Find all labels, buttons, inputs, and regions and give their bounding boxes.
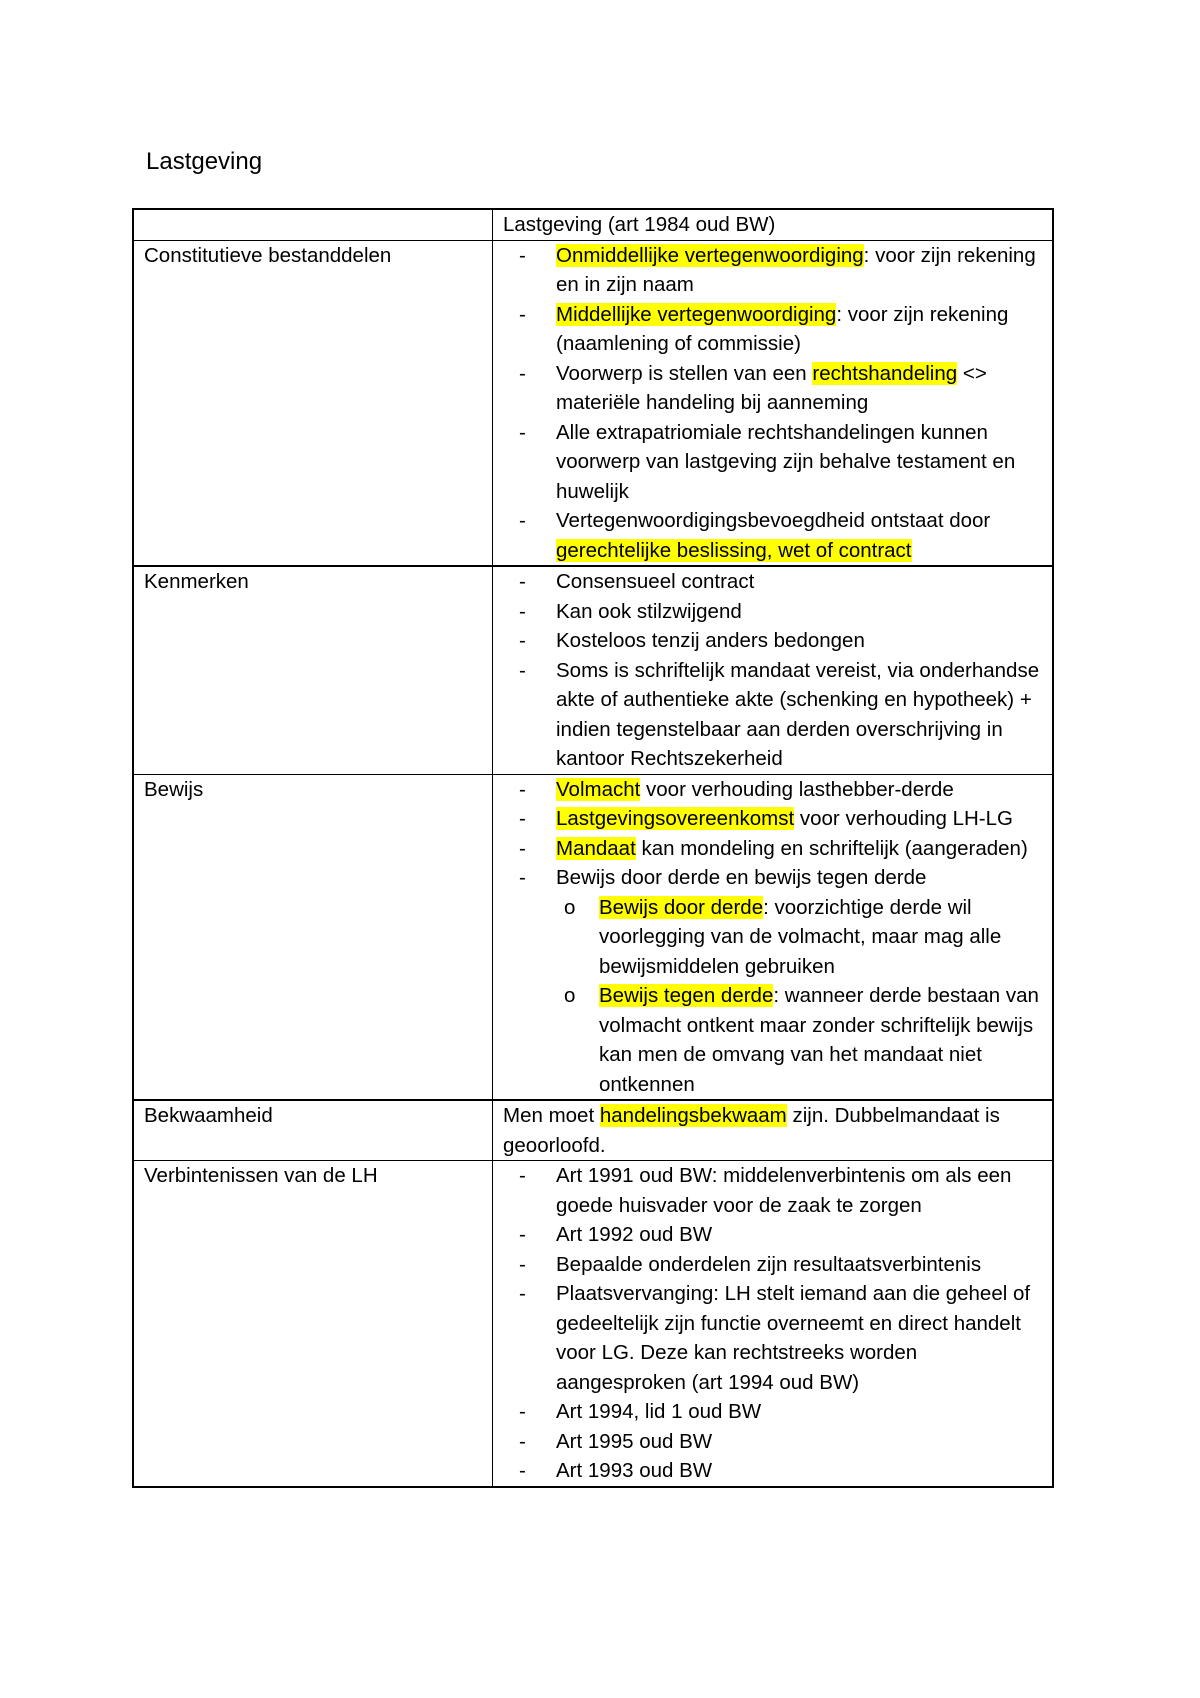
list-item <box>556 804 1042 834</box>
highlight: rechtshandeling <box>812 361 958 385</box>
bullet-list <box>503 775 1042 1100</box>
list-item <box>556 241 1042 300</box>
table-row-bekwaamheid <box>133 1100 1053 1161</box>
highlight: Mandaat <box>556 836 636 860</box>
highlight: Lastgevingsovereenkomst <box>556 807 795 830</box>
item-text: Voorwerp is stellen van een <box>556 361 813 385</box>
list-item: - Art 1992 oud BW <box>556 1220 1042 1250</box>
row-content <box>493 774 1054 1100</box>
list-item: - Art 1991 oud BW: middelenverbintenis om als een goede huisvader voor de zaak te zorgen <box>556 1161 1042 1220</box>
row-content <box>493 1100 1054 1161</box>
sub-list-item <box>599 893 1042 982</box>
item-text: <> materiële handeling bij aanneming <box>556 361 987 414</box>
bullet-list <box>503 241 1042 566</box>
highlight: Volmacht <box>556 777 641 801</box>
item-text: Bewijs door derde en bewijs tegen derde <box>556 866 927 889</box>
table-row-bewijs <box>133 774 1053 1100</box>
row-label: Bekwaamheid <box>133 1100 493 1161</box>
row-content <box>493 240 1054 566</box>
row-content <box>493 1161 1054 1487</box>
list-item: - Kan ook stilzwijgend <box>556 597 1042 627</box>
lastgeving-table <box>132 208 1054 1488</box>
list-item <box>556 863 1042 1099</box>
list-item <box>556 359 1042 418</box>
item-text: : voorzichtige derde wil voorlegging van de volmacht, maar mag alle bewijsmiddelen gebruiken <box>599 895 1002 978</box>
row-label: Verbintenissen van de LH <box>133 1161 493 1487</box>
item-text: Vertegenwoordigingsbevoegdheid ontstaat door <box>556 509 991 532</box>
list-item: - Consensueel contract <box>556 567 1042 597</box>
list-item: - Soms is schriftelijk mandaat vereist, via onderhandse akte of authentieke akte (schenking en hypotheek) + indien tegenstelbaar aan derden overschrijving in kantoor Rechtszekerheid <box>556 656 1042 774</box>
highlight: Onmiddellijke vertegenwoordiging <box>556 243 864 267</box>
highlight: Middellijke vertegenwoordiging <box>556 302 837 326</box>
table-header-row <box>133 209 1053 240</box>
table-row-constitutief <box>133 240 1053 566</box>
highlight: Bewijs door derde <box>599 895 764 919</box>
row-label: Constitutieve bestanddelen <box>133 240 493 566</box>
item-text: voor verhouding lasthebber-derde <box>640 777 954 801</box>
table-row-verbintenissen <box>133 1161 1053 1487</box>
item-text: Men moet <box>503 1104 600 1127</box>
header-empty-cell <box>133 209 493 240</box>
sub-bullet-list <box>556 893 1042 1100</box>
list-item: - Kosteloos tenzij anders bedongen <box>556 626 1042 656</box>
list-item: - Plaatsvervanging: LH stelt iemand aan die geheel of gedeeltelijk zijn functie overneemt en direct handelt voor LG. Deze kan rechtstreeks worden aangesproken (art 1994 oud BW) <box>556 1279 1042 1397</box>
table-row-kenmerken <box>133 566 1053 774</box>
list-item <box>556 300 1042 359</box>
row-label: Kenmerken <box>133 566 493 774</box>
highlight: Bewijs tegen derde <box>599 984 774 1007</box>
list-item <box>556 418 1042 507</box>
item-text: Alle extrapatriomiale rechtshandelingen kunnen voorwerp van lastgeving zijn behalve testament en huwelijk <box>556 420 1016 503</box>
sub-list-item <box>599 981 1042 1099</box>
highlight: gerechtelijke beslissing, wet of contract <box>556 538 912 562</box>
list-item: - Bepaalde onderdelen zijn resultaatsverbintenis <box>556 1250 1042 1280</box>
list-item: - Art 1995 oud BW <box>556 1427 1042 1457</box>
highlight: handelingsbekwaam <box>599 1104 787 1127</box>
item-text: : voor zijn rekening en in zijn naam <box>556 243 1036 296</box>
row-label: Bewijs <box>133 774 493 1100</box>
bullet-list <box>503 567 1042 774</box>
item-text: voor verhouding LH-LG <box>794 807 1013 830</box>
document-title: Lastgeving <box>146 148 263 175</box>
item-text: kan mondeling en schriftelijk (aangeraden) <box>635 836 1028 860</box>
list-item: - Art 1994, lid 1 oud BW <box>556 1397 1042 1427</box>
header-cell: Lastgeving (art 1984 oud BW) <box>493 209 1054 240</box>
bullet-list <box>503 1161 1042 1486</box>
list-item <box>556 834 1042 864</box>
list-item <box>556 775 1042 805</box>
item-text: : voor zijn rekening (naamlening of commissie) <box>556 302 1009 355</box>
row-content <box>493 566 1054 774</box>
item-text: zijn. Dubbelmandaat is geoorloofd. <box>503 1104 1000 1157</box>
item-text: : wanneer derde bestaan van volmacht ontkent maar zonder schriftelijk bewijs kan men de omvang van het mandaat niet ontkennen <box>599 984 1039 1096</box>
list-item: - Art 1993 oud BW <box>556 1456 1042 1486</box>
list-item <box>556 506 1042 565</box>
